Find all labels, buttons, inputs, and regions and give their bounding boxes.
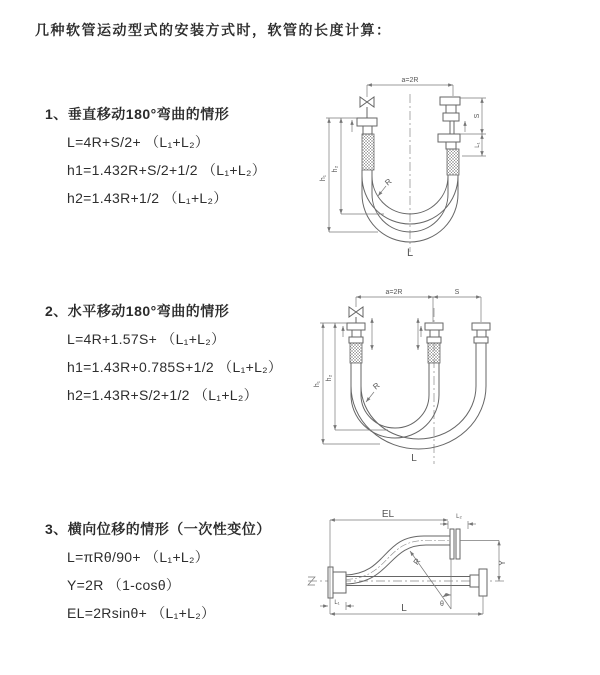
dim-label-l1: L₁ (334, 600, 340, 606)
dim-label-a2r: a=2R (401, 77, 419, 84)
hose-curves (351, 343, 486, 449)
formula-line: h1=1.432R+S/2+1/2 （L₁+L₂） (67, 162, 267, 178)
left-flange (328, 567, 346, 598)
formula-line: h2=1.43R+1/2 （L₁+L₂） (67, 190, 228, 206)
section-lateral-displacement (45, 519, 271, 633)
section-horizontal-movement (45, 301, 282, 415)
angle-arc (443, 595, 451, 597)
upper-flange (450, 529, 460, 559)
formula-line: h2=1.43R+S/2+1/2 （L₁+L₂） (67, 387, 258, 403)
dim-label-h1: h₁ (314, 380, 321, 388)
section-1-formulas (67, 134, 266, 206)
dim-label-h1: h₁ (320, 174, 327, 182)
formula-line: EL=2Rsinθ+ （L₁+L₂） (67, 605, 216, 621)
formula-line: L=4R+S/2+ （L₁+L₂） (67, 134, 210, 150)
right-upper-fitting (440, 97, 460, 134)
diagram-lateral-displacement (302, 508, 600, 641)
radius-label: R (411, 556, 423, 567)
section-vertical-movement (45, 104, 266, 218)
length-label: L (411, 453, 417, 464)
dim-label-s: S (474, 113, 481, 119)
dim-label-h2: h₂ (326, 374, 333, 382)
diagram-vertical-180-bend (312, 72, 600, 269)
formula-line: h1=1.43R+0.785S+1/2 （L₁+L₂） (67, 359, 283, 375)
dim-label-l1: L₁ (475, 142, 481, 148)
dim-label-el: EL (381, 509, 395, 520)
left-fitting (347, 323, 365, 363)
right-fitting (472, 323, 490, 343)
page-title: 几种软管运动型式的安装方式时，软管的长度计算： (35, 22, 392, 38)
angle-label: θ (440, 601, 444, 608)
valve-icon (360, 85, 374, 118)
dim-label-h2: h₂ (332, 165, 339, 173)
dim-label-a2r: a=2R (385, 289, 403, 296)
left-fitting (357, 118, 377, 170)
formula-line: L=πRθ/90+ （L₁+L₂） (67, 549, 210, 565)
formula-line: L=4R+1.57S+ （L₁+L₂） (67, 331, 226, 347)
section-3-heading: 3、横向位移的情形（一次性变位） (45, 521, 271, 537)
section-3-formulas (67, 549, 271, 621)
valve-icon (349, 297, 363, 323)
right-lower-fitting (438, 134, 460, 175)
length-label: L (406, 247, 414, 259)
dim-label-l2: L₂ (456, 514, 462, 520)
dim-label-s: S (454, 289, 460, 296)
section-1-heading: 1、垂直移动180°弯曲的情形 (45, 106, 230, 122)
right-flange (470, 569, 487, 596)
section-2-formulas (67, 331, 282, 403)
radius-label: R (383, 176, 394, 188)
dim-label-y: Y (498, 560, 507, 566)
middle-fitting (425, 323, 443, 363)
radius-label: R (371, 380, 382, 392)
diagram-horizontal-180-bend (310, 282, 600, 475)
formula-line: Y=2R （1-cosθ） (67, 577, 181, 593)
section-2-heading: 2、水平移动180°弯曲的情形 (45, 303, 230, 319)
length-label: L (401, 603, 407, 614)
